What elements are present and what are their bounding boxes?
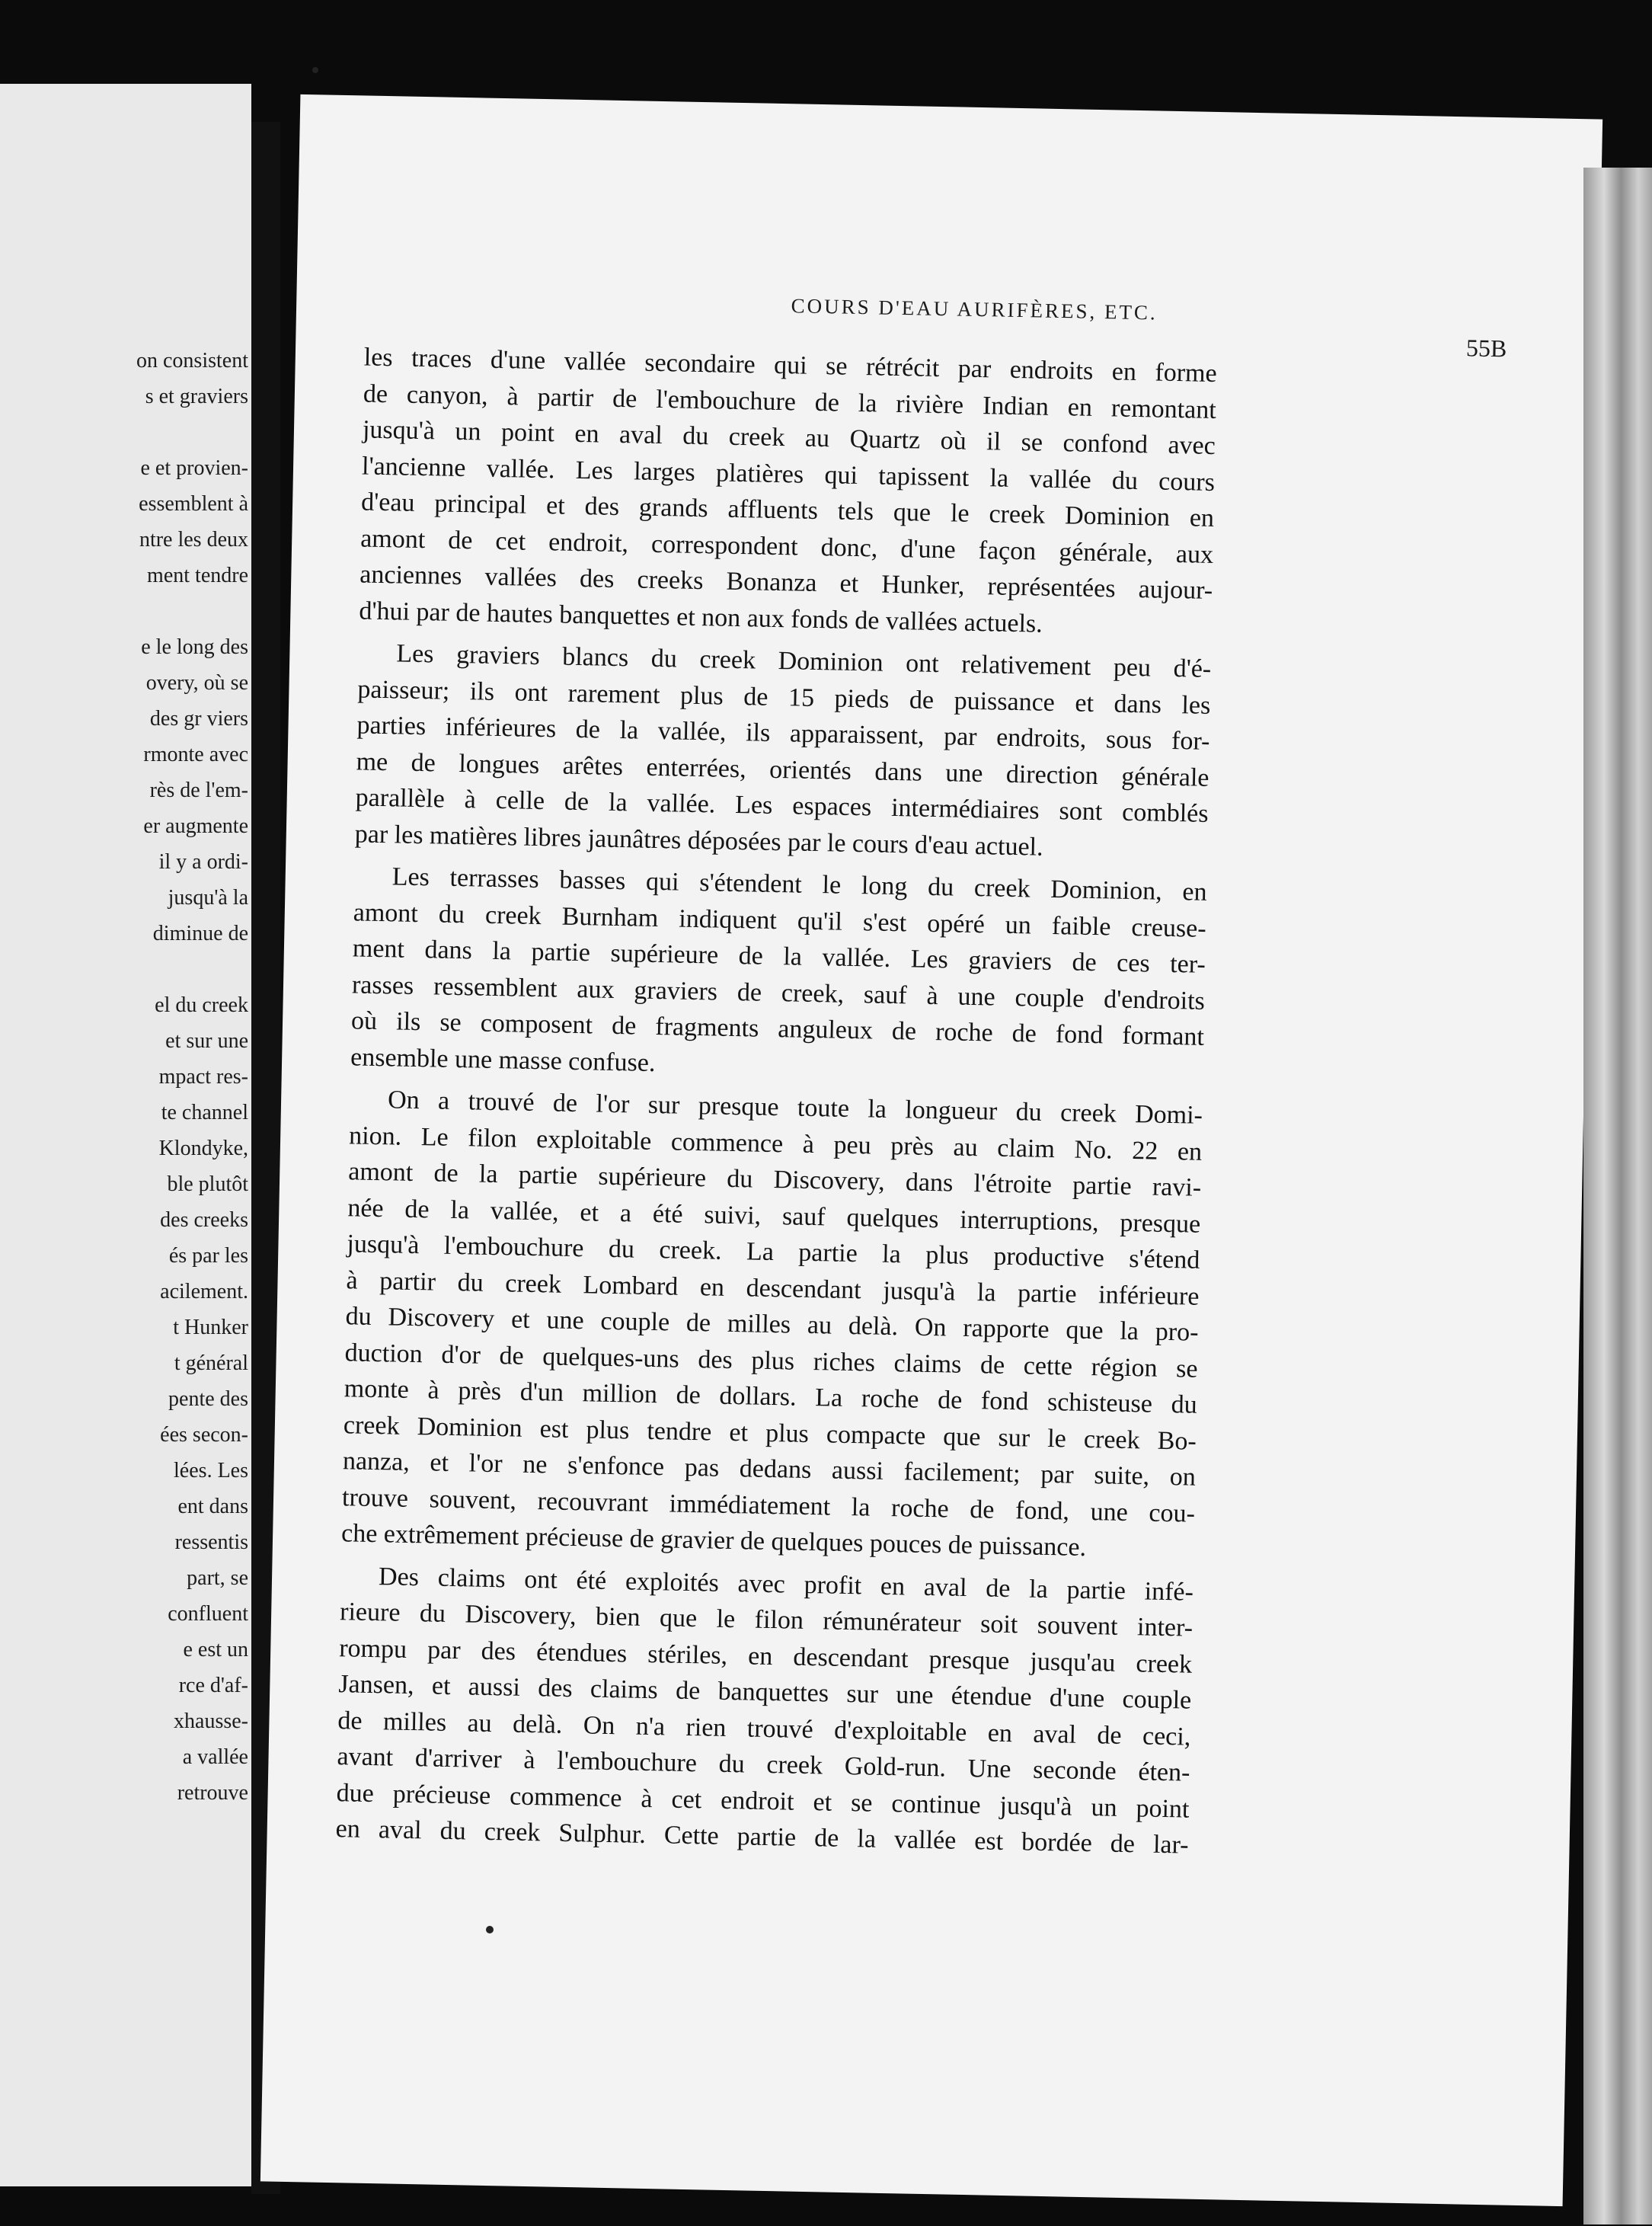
- text-line: d'eau principal et des grands affluents tels que le creek Dominion en: [360, 488, 1215, 533]
- left-page-line: xhausse-: [174, 1709, 248, 1733]
- text-line: de milles au delà. On n'a rien trouvé d'exploitable en aval de ceci,: [337, 1706, 1191, 1751]
- text-line: ensemble une masse confuse.: [350, 1042, 656, 1077]
- text-line: du Discovery et une couple de milles au delà. On rapporte que la pro-: [345, 1302, 1199, 1347]
- left-page-line: retrouve: [177, 1781, 248, 1805]
- left-page-line: pente des: [168, 1387, 248, 1411]
- text-line: ment dans la partie supérieure de la vallée. Les graviers de ces ter-: [352, 934, 1206, 979]
- text-line: Des claims ont été exploités avec profit en aval de la partie infé-: [378, 1562, 1194, 1607]
- text-line: en aval du creek Sulphur. Cette partie de la vallée est bordée de lar-: [335, 1815, 1189, 1860]
- paragraph: [335, 1558, 1193, 1863]
- text-line: rieure du Discovery, bien que le filon rémunérateur soit souvent inter-: [339, 1598, 1193, 1642]
- left-page-line: des creeks: [160, 1208, 248, 1232]
- text-line: Les graviers blancs du creek Dominion ont relativement peu d'é-: [396, 639, 1212, 683]
- left-page-line: on consistent: [136, 349, 248, 373]
- paragraph: [359, 340, 1217, 645]
- left-page-line: er augmente: [143, 814, 248, 838]
- text-line: Les terrasses basses qui s'étendent le long du creek Dominion, en: [391, 862, 1207, 907]
- text-line: où ils se composent de fragments anguleux de roche de fond formant: [350, 1006, 1205, 1051]
- running-head: COURS D'EAU AURIFÈRES, ETC.: [791, 294, 1158, 325]
- paragraph: [341, 1081, 1203, 1568]
- left-page-line: ntre les deux: [139, 528, 248, 552]
- left-page-line: te channel: [161, 1101, 248, 1124]
- left-page-line: el du creek: [155, 993, 248, 1017]
- text-line: née de la vallée, et a été suivi, sauf quelques interruptions, presque: [347, 1193, 1201, 1239]
- left-page-line: il y a ordi-: [158, 850, 248, 874]
- left-page-line: [5, 414, 248, 450]
- text-line: les traces d'une vallée secondaire qui se rétrécit par endroits en forme: [363, 343, 1217, 389]
- left-page-line: ble plutôt: [167, 1172, 248, 1196]
- left-page-line: e le long des: [141, 635, 248, 659]
- text-line: due précieuse commence à cet endroit et se continue jusqu'à un point: [336, 1778, 1190, 1824]
- speck: [486, 1926, 494, 1933]
- text-line: duction d'or de quelques-uns des plus riches claims de cette région se: [344, 1338, 1198, 1383]
- text-line: On a trouvé de l'or sur presque toute la longueur du creek Domi-: [387, 1086, 1203, 1130]
- left-page-line: mpact res-: [158, 1065, 248, 1089]
- left-page-line: ent dans: [177, 1495, 248, 1518]
- left-page-line: part, se: [187, 1566, 248, 1590]
- left-page-line: [5, 593, 248, 629]
- left-page-line: t Hunker: [173, 1316, 248, 1339]
- left-page-line: e et provien-: [140, 456, 248, 480]
- text-line: avant d'arriver à l'embouchure du creek Gold-run. Une seconde éten-: [337, 1742, 1190, 1787]
- text-line: rompu par des étendues stériles, en descendant presque jusqu'au creek: [338, 1633, 1193, 1679]
- left-page-line: ressentis: [174, 1530, 248, 1554]
- paragraph: [350, 858, 1207, 1091]
- text-line: che extrêmement précieuse de gravier de quelques pouces de puissance.: [340, 1519, 1087, 1562]
- text-line: jusqu'à l'embouchure du creek. La partie la plus productive s'étend: [347, 1230, 1200, 1275]
- text-line: amont de cet endroit, correspondent donc, d'une façon générale, aux: [359, 523, 1214, 569]
- speck: [312, 67, 318, 73]
- text-line: trouve souvent, recouvrant immédiatement la roche de fond, une cou-: [341, 1482, 1196, 1528]
- left-page-line: diminue de: [152, 922, 248, 945]
- right-page: [260, 94, 1602, 2206]
- text-line: d'hui par de hautes banquettes et non aux fonds de vallées actuels.: [359, 596, 1043, 638]
- text-line: de canyon, à partir de l'embouchure de la rivière Indian en remontant: [363, 379, 1217, 424]
- page-edges: [1583, 168, 1652, 2224]
- text-line: jusqu'à un point en aval du creek au Quartz où il se confond avec: [362, 415, 1216, 460]
- left-page-line: overy, où se: [145, 671, 248, 695]
- left-page-line: essemblent à: [139, 492, 248, 516]
- text-line: creek Dominion est plus tendre et plus compacte que sur le creek Bo-: [343, 1410, 1197, 1456]
- text-line: nanza, et l'or ne s'enfonce pas dedans aussi facilement; par suite, on: [342, 1447, 1197, 1492]
- text-line: me de longues arêtes enterrées, orientés dans une direction générale: [356, 747, 1209, 792]
- text-line: Jansen, et aussi des claims de banquettes sur une étendue d'une couple: [338, 1670, 1192, 1715]
- page-number: 55B: [1465, 334, 1507, 363]
- left-page-line: confluent: [168, 1602, 248, 1626]
- left-page-line: jusqu'à la: [168, 886, 248, 910]
- left-page-text: [5, 343, 248, 1811]
- left-page-line: et sur une: [165, 1029, 248, 1053]
- text-line: parties inférieures de la vallée, ils apparaissent, par endroits, sous for-: [356, 711, 1210, 756]
- paragraph: [354, 635, 1211, 868]
- left-page-line: ées secon-: [160, 1423, 248, 1447]
- text-line: amont du creek Burnham indiquent qu'il s'est opéré un faible creuse-: [353, 897, 1207, 943]
- left-page-line: rce d'af-: [178, 1674, 248, 1697]
- left-page-line: a vallée: [182, 1745, 248, 1769]
- text-line: monte à près d'un million de dollars. La roche de fond schisteuse du: [344, 1374, 1198, 1419]
- text-line: nion. Le filon exploitable commence à peu près au claim No. 22 en: [348, 1121, 1203, 1166]
- left-page: [0, 84, 251, 2186]
- left-page-line: e est un: [183, 1638, 248, 1662]
- body-text: [335, 340, 1217, 1870]
- left-page-line: t général: [174, 1351, 248, 1375]
- text-line: amont de la partie supérieure du Discovery, dans l'étroite partie ravi-: [347, 1157, 1202, 1202]
- left-page-line: des gr viers: [149, 707, 248, 731]
- left-page-line: ment tendre: [147, 564, 248, 587]
- text-line: à partir du creek Lombard en descendant jusqu'à la partie inférieure: [346, 1265, 1200, 1311]
- text-line: parallèle à celle de la vallée. Les espaces intermédiaires sont comblés: [355, 783, 1209, 828]
- left-page-line: rès de l'em-: [149, 779, 248, 802]
- text-line: anciennes vallées des creeks Bonanza et Hunker, représentées aujour-: [359, 560, 1213, 605]
- left-page-line: és par les: [168, 1244, 248, 1268]
- text-line: rasses ressemblent aux graviers de creek, sauf à une couple d'endroits: [351, 970, 1206, 1015]
- left-page-line: rmonte avec: [143, 743, 248, 766]
- left-page-line: s et graviers: [145, 385, 248, 408]
- text-line: paisseur; ils ont rarement plus de 15 pieds de puissance et dans les: [357, 674, 1211, 720]
- text-line: l'ancienne vallée. Les larges platières qui tapissent la vallée du cours: [361, 451, 1216, 497]
- left-page-line: lées. Les: [174, 1459, 248, 1482]
- left-page-line: acilement.: [160, 1280, 248, 1303]
- text-line: par les matières libres jaunâtres déposées par le cours d'eau actuel.: [354, 819, 1043, 862]
- left-page-line: Klondyke,: [158, 1137, 248, 1160]
- left-page-line: [5, 951, 248, 987]
